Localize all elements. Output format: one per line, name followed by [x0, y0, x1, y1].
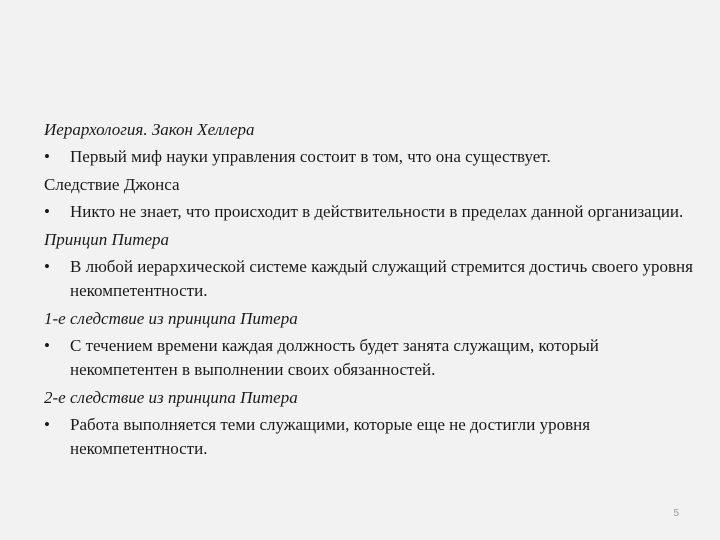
section-heading-peter-corollary-1: 1-е следствие из принципа Питера [44, 309, 298, 328]
bullet-text: Первый миф науки управления состоит в том, что она существует. [70, 147, 551, 166]
bullet-item-heller-law [44, 145, 694, 169]
slide-content [44, 118, 694, 465]
page-number: 5 [673, 508, 679, 519]
bullet-marker: • [44, 257, 50, 276]
bullet-text: С течением времени каждая должность будет занята служащим, который некомпетентен в выполнении своих обязанностей. [70, 336, 599, 379]
section-heading-heller-law: Иерархология. Закон Хеллера [44, 120, 255, 139]
bullet-marker: • [44, 415, 50, 434]
bullet-item-peter-principle [44, 255, 694, 303]
bullet-marker: • [44, 336, 50, 355]
bullet-item-peter-corollary-2 [44, 413, 694, 461]
bullet-text: Работа выполняется теми служащими, которые еще не достигли уровня некомпетентности. [70, 415, 591, 458]
bullet-text: Никто не знает, что происходит в действительности в пределах данной организации. [70, 202, 684, 221]
bullet-item-jones-corollary [44, 200, 694, 224]
bullet-marker: • [44, 147, 50, 166]
bullet-text: В любой иерархической системе каждый служащий стремится достичь своего уровня некомпетентности. [70, 257, 693, 300]
section-heading-peter-principle: Принцип Питера [44, 230, 170, 249]
section-heading-peter-corollary-2: 2-е следствие из принципа Питера [44, 388, 298, 407]
bullet-item-peter-corollary-1 [44, 334, 694, 382]
bullet-marker: • [44, 202, 50, 221]
section-heading-jones-corollary: Следствие Джонса [44, 175, 180, 194]
